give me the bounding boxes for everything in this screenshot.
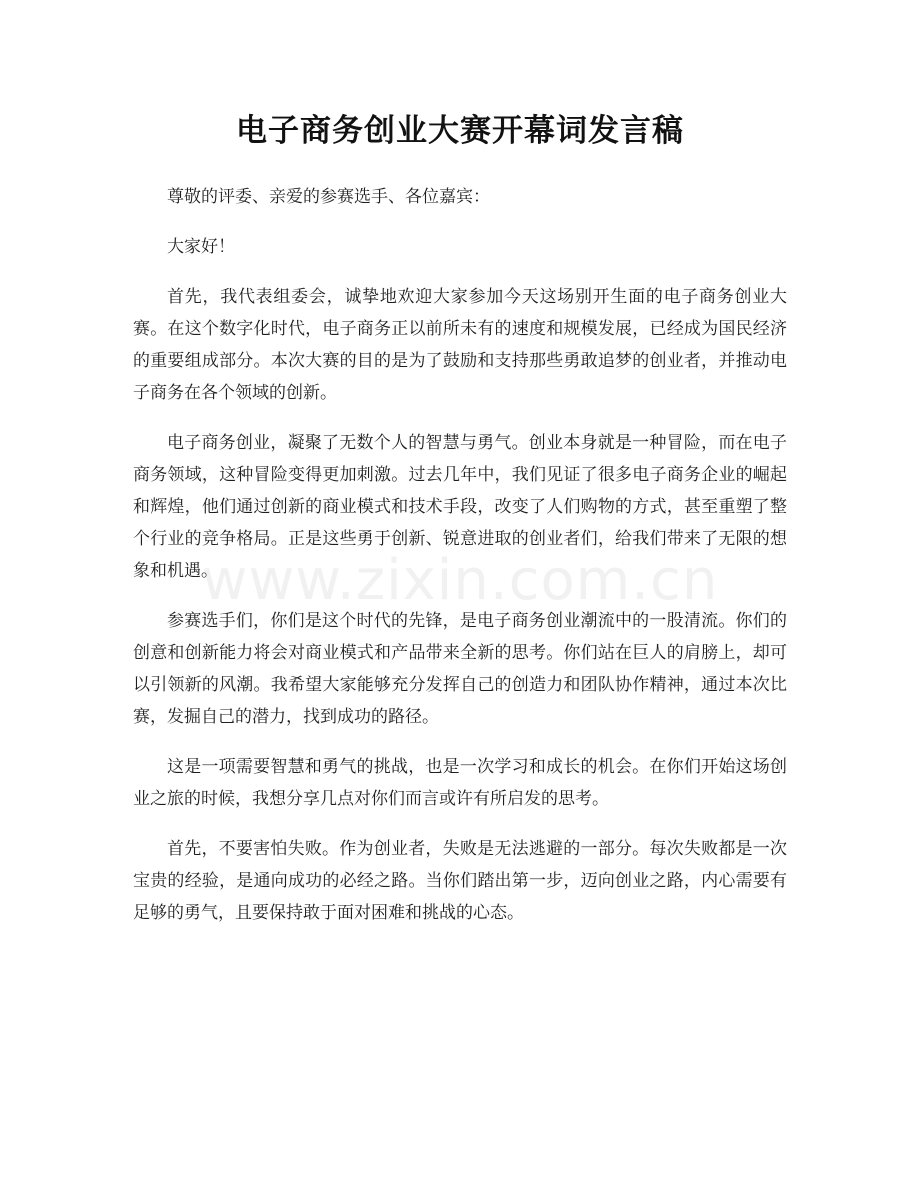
paragraph-ecommerce-startup: 电子商务创业，凝聚了无数个人的智慧与勇气。创业本身就是一种冒险，而在电子商务领域，这种冒险变得更加刺激。过去几年中，我们见证了很多电子商务企业的崛起和辉煌，他们通过创新的商业模式和技术手段，改变了人们购物的方式，甚至重塑了整个行业的竞争格局。正是这些勇于创新、锐意进取的创业者们，给我们带来了无限的想象和机遇。: [133, 433, 787, 581]
paragraph-greeting: 大家好！: [167, 237, 235, 257]
paragraph-contestants: 参赛选手们，你们是这个时代的先锋，是电子商务创业潮流中的一股清流。你们的创意和创新能力将会对商业模式和产品带来全新的思考。你们站在巨人的肩膀上，却可以引领新的风潮。我希望大家能够充分发挥自己的创造力和团队协作精神，通过本次比赛，发掘自己的潜力，找到成功的路径。: [133, 611, 787, 727]
paragraph-challenge: 这是一项需要智慧和勇气的挑战，也是一次学习和成长的机会。在你们开始这场创业之旅的时候，我想分享几点对你们而言或许有所启发的思考。: [133, 757, 787, 809]
watermark: www.zixin.com.cn: [201, 548, 719, 613]
document-title: 电子商务创业大赛开幕词发言稿: [236, 113, 684, 149]
paragraph-welcome: 首先，我代表组委会，诚挚地欢迎大家参加今天这场别开生面的电子商务创业大赛。在这个数字化时代，电子商务正以前所未有的速度和规模发展，已经成为国民经济的重要组成部分。本次大赛的目的是为了鼓励和支持那些勇敢追梦的创业者，并推动电子商务在各个领域的创新。: [133, 287, 787, 403]
paragraph-failure: 首先，不要害怕失败。作为创业者，失败是无法逃避的一部分。每次失败都是一次宝贵的经验，是通向成功的必经之路。当你们踏出第一步，迈向创业之路，内心需要有足够的勇气，且要保持敢于面对困难和挑战的心态。: [133, 839, 787, 923]
document-body: [133, 181, 787, 947]
paragraph-salutation: 尊敬的评委、亲爱的参赛选手、各位嘉宾：: [167, 187, 490, 207]
